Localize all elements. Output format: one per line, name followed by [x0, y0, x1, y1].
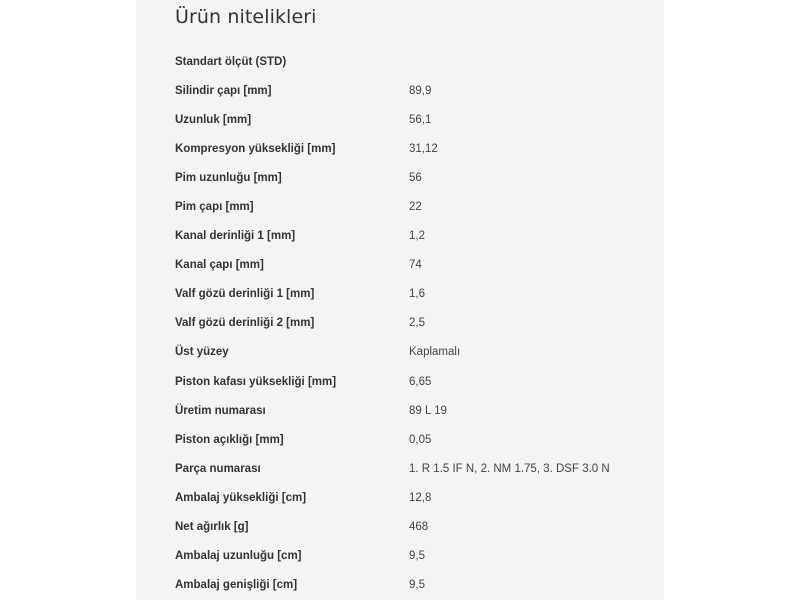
spec-row	[175, 367, 635, 396]
spec-row	[175, 105, 635, 134]
spec-label: Pim uzunluğu [mm]	[175, 171, 282, 184]
spec-row	[175, 251, 635, 280]
spec-value: 2,5	[409, 317, 425, 330]
spec-value: 1. R 1.5 IF N, 2. NM 1.75, 3. DSF 3.0 N	[409, 462, 610, 475]
spec-row	[175, 222, 635, 251]
spec-label: Valf gözü derinliği 2 [mm]	[175, 317, 315, 330]
spec-row	[175, 338, 635, 367]
spec-label: Silindir çapı [mm]	[175, 84, 272, 97]
spec-label: Kompresyon yüksekliği [mm]	[175, 142, 336, 155]
spec-value: 1,6	[409, 288, 425, 301]
spec-label: Pim çapı [mm]	[175, 201, 254, 214]
spec-label: Piston kafası yüksekliği [mm]	[175, 375, 337, 388]
spec-row	[175, 309, 635, 338]
spec-label: Üretim numarası	[175, 404, 266, 417]
spec-label: Parça numarası	[175, 462, 261, 475]
spec-row	[175, 280, 635, 309]
spec-label: Üst yüzey	[175, 346, 229, 359]
spec-value: 89 L 19	[409, 404, 447, 417]
spec-label: Ambalaj uzunluğu [cm]	[175, 550, 302, 563]
spec-value: 9,5	[409, 579, 425, 592]
spec-value: 22	[409, 201, 422, 214]
spec-value: 0,05	[409, 433, 432, 446]
spec-row	[175, 163, 635, 192]
spec-value: 31,12	[409, 142, 438, 155]
spec-row	[175, 134, 635, 163]
section-title: Ürün nitelikleri	[175, 6, 317, 28]
spec-label: Uzunluk [mm]	[175, 113, 252, 126]
spec-label: Valf gözü derinliği 1 [mm]	[175, 288, 315, 301]
spec-value: 6,65	[409, 375, 432, 388]
spec-row	[175, 396, 635, 425]
spec-label: Ambalaj genişliği [cm]	[175, 579, 298, 592]
spec-row	[175, 454, 635, 483]
spec-row	[175, 571, 635, 600]
spec-label: Piston açıklığı [mm]	[175, 433, 284, 446]
spec-value: 12,8	[409, 491, 432, 504]
spec-value: 56	[409, 171, 422, 184]
spec-label: Ambalaj yüksekliği [cm]	[175, 491, 307, 504]
spec-value: 74	[409, 259, 422, 272]
spec-value: 468	[409, 521, 429, 534]
spec-value: 1,2	[409, 230, 425, 243]
spec-label: Standart ölçüt (STD)	[175, 55, 287, 68]
spec-value: 89,9	[409, 84, 432, 97]
spec-row	[175, 425, 635, 454]
spec-label: Kanal derinliği 1 [mm]	[175, 230, 296, 243]
spec-row	[175, 483, 635, 512]
spec-row	[175, 76, 635, 105]
spec-row	[175, 542, 635, 571]
spec-table	[175, 47, 635, 600]
spec-row	[175, 513, 635, 542]
spec-value: 9,5	[409, 550, 425, 563]
spec-row	[175, 192, 635, 221]
spec-row	[175, 47, 635, 76]
spec-value: 56,1	[409, 113, 432, 126]
spec-value: Kaplamalı	[409, 346, 461, 359]
spec-label: Kanal çapı [mm]	[175, 259, 264, 272]
spec-label: Net ağırlık [g]	[175, 521, 249, 534]
